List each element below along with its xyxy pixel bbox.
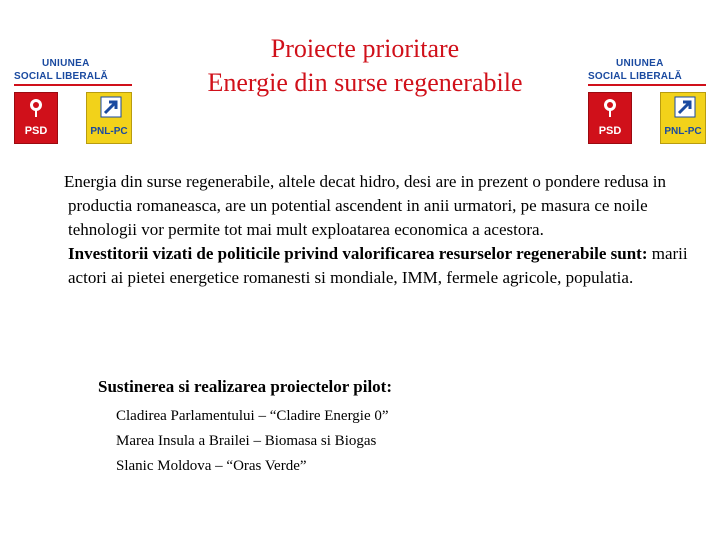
paragraph-investors-rest: marii actori ai pietei energetice romanesti si mondiale, IMM, fermele agricole, populatia.	[68, 244, 688, 287]
page-title	[150, 32, 580, 100]
logo-liberala-text: LIBERALĂ	[55, 71, 108, 82]
pnl-logo	[86, 92, 132, 144]
list-item: Cladirea Parlamentului – “Cladire Energie 0”	[116, 408, 389, 424]
list-item: Marea Insula a Brailei – Biomasa si Biogas	[116, 433, 377, 449]
logo-uniunea-text: UNIUNEA	[42, 58, 90, 69]
pnl-label: PNL-PC	[664, 126, 702, 137]
paragraph-investors	[68, 242, 688, 290]
logo-divider	[14, 84, 132, 86]
arrow-icon	[674, 96, 696, 118]
logo-social-liberala-text	[588, 71, 682, 82]
logo-divider	[588, 84, 706, 86]
logo-social-text: SOCIAL	[14, 71, 53, 82]
rose-icon	[600, 97, 620, 117]
rose-icon	[26, 97, 46, 117]
psd-logo	[14, 92, 58, 144]
usl-logo-right	[588, 58, 706, 146]
pilot-list	[116, 404, 389, 479]
list-item: Slanic Moldova – “Oras Verde”	[116, 458, 307, 474]
pilot-heading: Sustinerea si realizarea proiectelor pilot:	[98, 377, 392, 396]
logo-social-liberala-text	[14, 71, 108, 82]
arrow-icon	[100, 96, 122, 118]
usl-logo-left	[14, 58, 132, 146]
psd-label: PSD	[24, 125, 48, 137]
psd-logo	[588, 92, 632, 144]
psd-label: PSD	[598, 125, 622, 137]
paragraph-renewables: Energia din surse regenerabile, altele decat hidro, desi are in prezent o pondere redusa in productia romaneasca, are un potential ascendent in anii urmatori, pe masura ce noile tehnologii vor permite tot mai mult exploatarea economica a acestora.	[64, 172, 666, 239]
title-line-2: Energie din surse regenerabile	[207, 68, 523, 97]
logo-uniunea-text: UNIUNEA	[616, 58, 664, 69]
pnl-label: PNL-PC	[90, 126, 128, 137]
logo-liberala-text: LIBERALĂ	[629, 71, 682, 82]
body-text	[64, 170, 688, 290]
logo-social-text: SOCIAL	[588, 71, 627, 82]
pnl-logo	[660, 92, 706, 144]
title-line-1: Proiecte prioritare	[270, 34, 460, 63]
paragraph-investors-bold: Investitorii vizati de politicile privind valorificarea resurselor regenerabile sunt:	[68, 244, 648, 263]
